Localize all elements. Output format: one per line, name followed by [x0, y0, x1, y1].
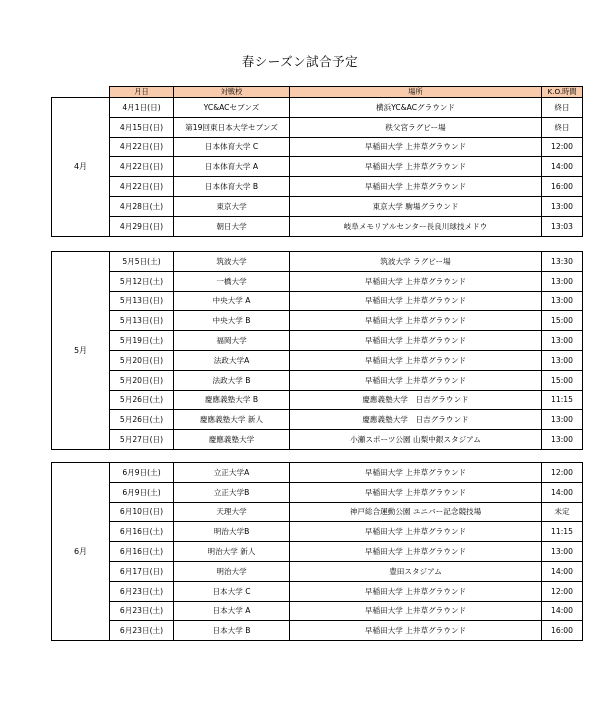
schedule-table-june — [51, 462, 583, 641]
cell-date: 6月10日(日) — [110, 502, 174, 522]
cell-time: 終日 — [542, 117, 583, 137]
cell-time: 13:03 — [542, 216, 583, 236]
cell-venue: 早稲田大学 上井草グラウンド — [290, 271, 542, 291]
table-row — [52, 542, 583, 562]
table-row — [52, 502, 583, 522]
month-label: 5月 — [52, 252, 110, 450]
table-row — [52, 137, 583, 157]
table-row — [52, 601, 583, 621]
cell-date: 6月23日(土) — [110, 601, 174, 621]
table-row — [52, 196, 583, 216]
cell-opponent: 立正大学A — [174, 463, 290, 483]
cell-date: 4月22日(日) — [110, 137, 174, 157]
header-date: 月日 — [110, 87, 174, 98]
table-row — [52, 410, 583, 430]
cell-venue: 早稲田大学 上井草グラウンド — [290, 522, 542, 542]
cell-opponent: YC&ACセブンズ — [174, 98, 290, 118]
cell-date: 5月12日(土) — [110, 271, 174, 291]
cell-venue: 早稲田大学 上井草グラウンド — [290, 350, 542, 370]
cell-date: 6月17日(日) — [110, 561, 174, 581]
cell-time: 14:00 — [542, 482, 583, 502]
cell-date: 4月22日(日) — [110, 177, 174, 197]
cell-venue: 筑波大学 ラグビー場 — [290, 252, 542, 272]
cell-opponent: 天理大学 — [174, 502, 290, 522]
cell-venue: 早稲田大学 上井草グラウンド — [290, 581, 542, 601]
table-row — [52, 581, 583, 601]
table-row — [52, 311, 583, 331]
cell-opponent: 朝日大学 — [174, 216, 290, 236]
cell-venue: 慶應義塾大学 日吉グラウンド — [290, 390, 542, 410]
month-label: 6月 — [52, 463, 110, 641]
cell-opponent: 日本体育大学 B — [174, 177, 290, 197]
cell-opponent: 日本体育大学 A — [174, 157, 290, 177]
cell-time: 16:00 — [542, 621, 583, 641]
cell-date: 6月9日(土) — [110, 463, 174, 483]
cell-time: 11:15 — [542, 390, 583, 410]
table-row — [52, 561, 583, 581]
cell-opponent: 中央大学 A — [174, 291, 290, 311]
cell-venue: 早稲田大学 上井草グラウンド — [290, 137, 542, 157]
cell-date: 5月5日(土) — [110, 252, 174, 272]
cell-venue: 早稲田大学 上井草グラウンド — [290, 463, 542, 483]
header-time: K.O.時間 — [542, 87, 583, 98]
cell-opponent: 法政大学A — [174, 350, 290, 370]
cell-time: 13:00 — [542, 430, 583, 450]
cell-venue: 早稲田大学 上井草グラウンド — [290, 621, 542, 641]
cell-date: 4月22日(日) — [110, 157, 174, 177]
cell-date: 6月23日(土) — [110, 581, 174, 601]
schedule-table-may — [51, 251, 583, 450]
cell-time: 14:00 — [542, 561, 583, 581]
cell-date: 5月20日(日) — [110, 370, 174, 390]
cell-venue: 早稲田大学 上井草グラウンド — [290, 542, 542, 562]
cell-date: 5月26日(土) — [110, 410, 174, 430]
cell-venue: 早稲田大学 上井草グラウンド — [290, 331, 542, 351]
schedule-table-april — [51, 86, 583, 237]
cell-opponent: 明治大学B — [174, 522, 290, 542]
cell-opponent: 日本大学 C — [174, 581, 290, 601]
cell-venue: 早稲田大学 上井草グラウンド — [290, 601, 542, 621]
cell-venue: 早稲田大学 上井草グラウンド — [290, 291, 542, 311]
table-row — [52, 98, 583, 118]
cell-venue: 秩父宮ラグビー場 — [290, 117, 542, 137]
cell-opponent: 慶應義塾大学 新人 — [174, 410, 290, 430]
table-row — [52, 331, 583, 351]
table-row — [52, 430, 583, 450]
cell-time: 15:00 — [542, 311, 583, 331]
cell-time: 13:00 — [542, 196, 583, 216]
cell-venue: 岐阜メモリアルセンター長良川球技メドウ — [290, 216, 542, 236]
cell-venue: 東京大学 駒場グラウンド — [290, 196, 542, 216]
cell-date: 6月23日(土) — [110, 621, 174, 641]
table-row — [52, 522, 583, 542]
month-label: 4月 — [52, 98, 110, 237]
cell-time: 12:00 — [542, 137, 583, 157]
cell-time: 11:15 — [542, 522, 583, 542]
cell-time: 12:00 — [542, 581, 583, 601]
cell-opponent: 東京大学 — [174, 196, 290, 216]
cell-venue: 早稲田大学 上井草グラウンド — [290, 370, 542, 390]
cell-date: 5月13日(日) — [110, 311, 174, 331]
cell-date: 5月13日(日) — [110, 291, 174, 311]
cell-time: 13:00 — [542, 331, 583, 351]
cell-venue: 神戸総合運動公園 ユニバー記念競技場 — [290, 502, 542, 522]
cell-venue: 豊田スタジアム — [290, 561, 542, 581]
cell-opponent: 筑波大学 — [174, 252, 290, 272]
table-row — [52, 621, 583, 641]
cell-time: 13:00 — [542, 542, 583, 562]
cell-time: 16:00 — [542, 177, 583, 197]
cell-venue: 早稲田大学 上井草グラウンド — [290, 311, 542, 331]
cell-opponent: 法政大学 B — [174, 370, 290, 390]
cell-date: 5月19日(土) — [110, 331, 174, 351]
table-row — [52, 271, 583, 291]
cell-date: 5月26日(土) — [110, 390, 174, 410]
cell-date: 4月29日(日) — [110, 216, 174, 236]
header-corner — [52, 87, 110, 98]
cell-time: 終日 — [542, 98, 583, 118]
cell-time: 未定 — [542, 502, 583, 522]
cell-opponent: 明治大学 — [174, 561, 290, 581]
cell-date: 4月1日(日) — [110, 98, 174, 118]
cell-time: 13:30 — [542, 252, 583, 272]
cell-time: 13:00 — [542, 291, 583, 311]
table-row — [52, 350, 583, 370]
table-row — [52, 390, 583, 410]
table-row — [52, 252, 583, 272]
cell-time: 12:00 — [542, 463, 583, 483]
table-row — [52, 291, 583, 311]
cell-venue: 慶應義塾大学 日吉グラウンド — [290, 410, 542, 430]
header-opponent: 対戦校 — [174, 87, 290, 98]
cell-date: 5月20日(日) — [110, 350, 174, 370]
cell-opponent: 日本大学 B — [174, 621, 290, 641]
cell-venue: 小瀬スポーツ公園 山梨中銀スタジアム — [290, 430, 542, 450]
table-row — [52, 117, 583, 137]
cell-time: 15:00 — [542, 370, 583, 390]
cell-time: 13:00 — [542, 350, 583, 370]
cell-opponent: 日本大学 A — [174, 601, 290, 621]
table-row — [52, 177, 583, 197]
cell-opponent: 慶應義塾大学 — [174, 430, 290, 450]
cell-venue: 早稲田大学 上井草グラウンド — [290, 177, 542, 197]
header-venue: 場所 — [290, 87, 542, 98]
cell-opponent: 福岡大学 — [174, 331, 290, 351]
table-row — [52, 216, 583, 236]
cell-time: 14:00 — [542, 601, 583, 621]
cell-date: 4月28日(土) — [110, 196, 174, 216]
cell-opponent: 第19回東日本大学セブンズ — [174, 117, 290, 137]
cell-opponent: 中央大学 B — [174, 311, 290, 331]
cell-venue: 横浜YC&ACグラウンド — [290, 98, 542, 118]
cell-venue: 早稲田大学 上井草グラウンド — [290, 157, 542, 177]
cell-date: 4月15日(日) — [110, 117, 174, 137]
cell-time: 13:00 — [542, 271, 583, 291]
cell-time: 14:00 — [542, 157, 583, 177]
cell-date: 6月16日(土) — [110, 522, 174, 542]
cell-opponent: 立正大学B — [174, 482, 290, 502]
header-row — [52, 87, 583, 98]
cell-date: 6月16日(土) — [110, 542, 174, 562]
cell-venue: 早稲田大学 上井草グラウンド — [290, 482, 542, 502]
cell-date: 5月27日(日) — [110, 430, 174, 450]
table-row — [52, 370, 583, 390]
cell-opponent: 慶應義塾大学 B — [174, 390, 290, 410]
table-row — [52, 482, 583, 502]
table-row — [52, 157, 583, 177]
cell-opponent: 明治大学 新人 — [174, 542, 290, 562]
cell-time: 13:00 — [542, 410, 583, 430]
cell-opponent: 日本体育大学 C — [174, 137, 290, 157]
cell-date: 6月9日(土) — [110, 482, 174, 502]
cell-opponent: 一橋大学 — [174, 271, 290, 291]
page-title: 春シーズン試合予定 — [241, 54, 359, 69]
table-row — [52, 463, 583, 483]
